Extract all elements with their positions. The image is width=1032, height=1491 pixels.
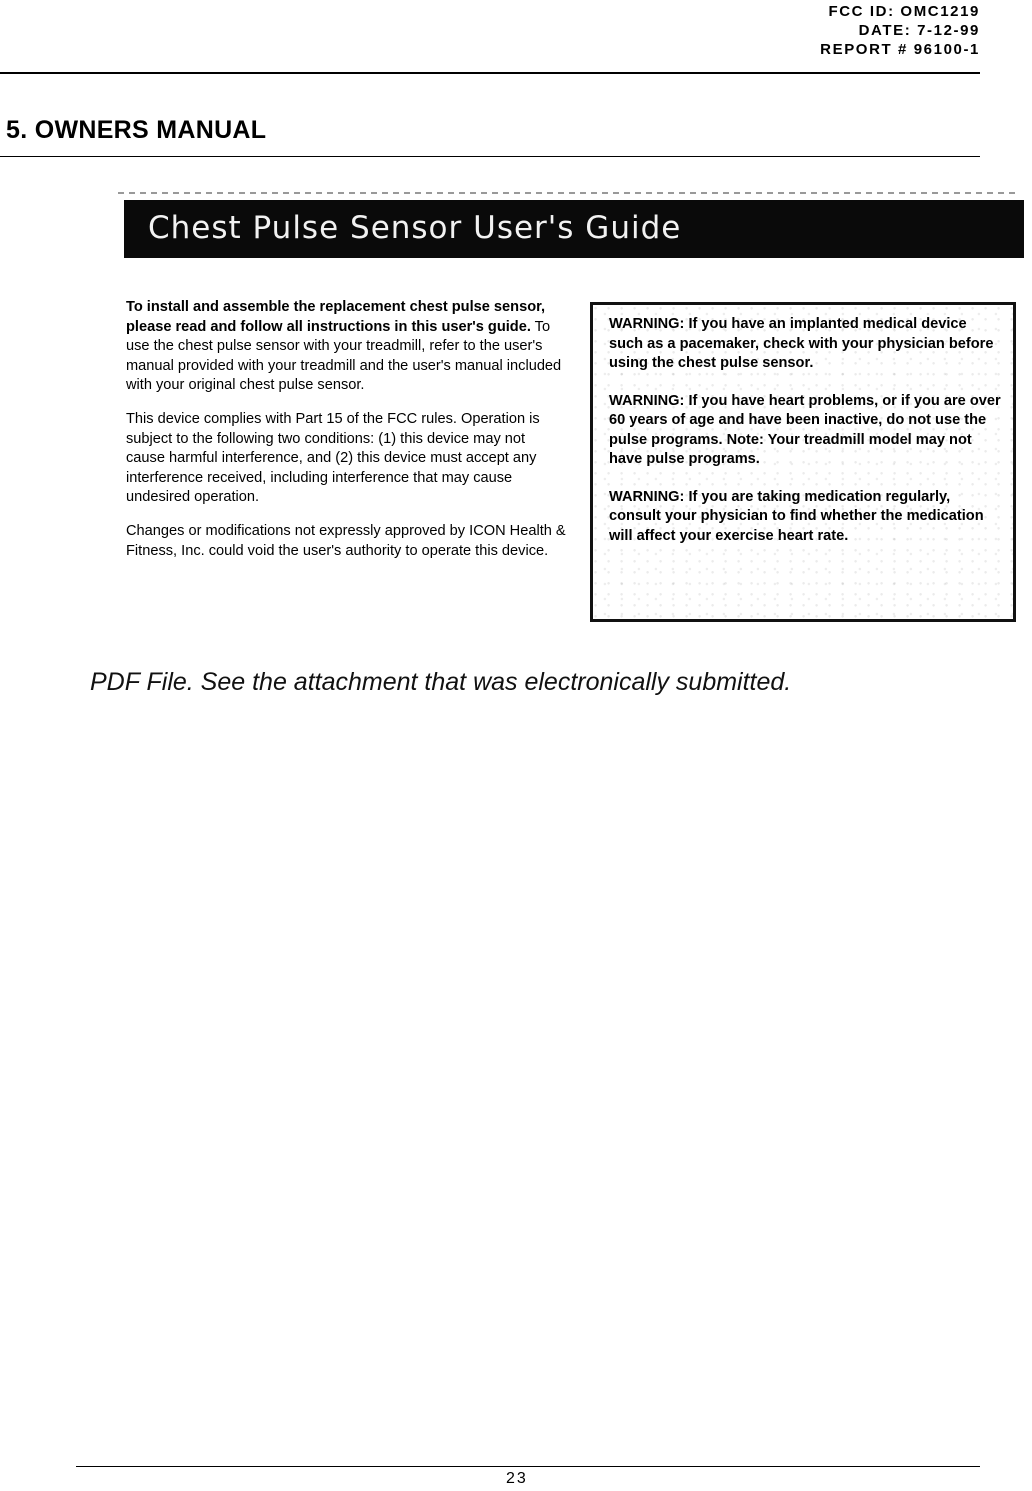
- report-date: DATE: 7-12-99: [858, 22, 980, 39]
- warning-heart-problems: WARNING: If you have heart problems, or if you are over 60 years of age and have been inactive, do not use the pulse programs. Note: Your treadmill model may not have pulse programs.: [609, 392, 1001, 467]
- page-header: [820, 2, 980, 59]
- modifications-paragraph: Changes or modifications not expressly approved by ICON Health & Fitness, Inc. could void the user's authority to operate this device.: [126, 522, 566, 559]
- scanned-manual-page: [110, 186, 1026, 656]
- guide-banner: [124, 200, 1024, 258]
- scan-artifact-line: [118, 192, 1018, 194]
- warning-pacemaker: WARNING: If you have an implanted medical device such as a pacemaker, check with your physician before using the chest pulse sensor.: [609, 316, 994, 371]
- guide-title: Chest Pulse Sensor User's Guide: [148, 210, 682, 246]
- footer-divider: [76, 1466, 980, 1467]
- install-paragraph: [126, 298, 566, 396]
- install-bold-text: To install and assemble the replacement chest pulse sensor, please read and follow all instructions in this user's guide.: [126, 299, 546, 335]
- warning-medication: WARNING: If you are taking medication regularly, consult your physician to find whether the medication will affect your exercise heart rate.: [609, 488, 984, 544]
- fcc-id: FCC ID: OMC1219: [828, 3, 980, 20]
- page-number: 23: [506, 1470, 528, 1487]
- report-number: REPORT # 96100-1: [820, 41, 980, 58]
- install-rest-text: To use the chest pulse sensor with your treadmill, refer to the user's manual provided with your treadmill and the user's manual included with your original chest pulse sensor.: [126, 318, 562, 394]
- warnings-box: [590, 302, 1016, 622]
- instructions-column: [126, 298, 566, 575]
- section-title: 5. OWNERS MANUAL: [6, 116, 267, 144]
- header-divider: [0, 72, 980, 74]
- fcc-compliance-paragraph: This device complies with Part 15 of the FCC rules. Operation is subject to the following two conditions: (1) this device may not cause harmful interference, and (2) this device must accept any interference received, including interference that may cause undesired operation.: [126, 410, 540, 506]
- section-divider: [0, 156, 980, 157]
- attachment-note: PDF File. See the attachment that was electronically submitted.: [90, 668, 792, 696]
